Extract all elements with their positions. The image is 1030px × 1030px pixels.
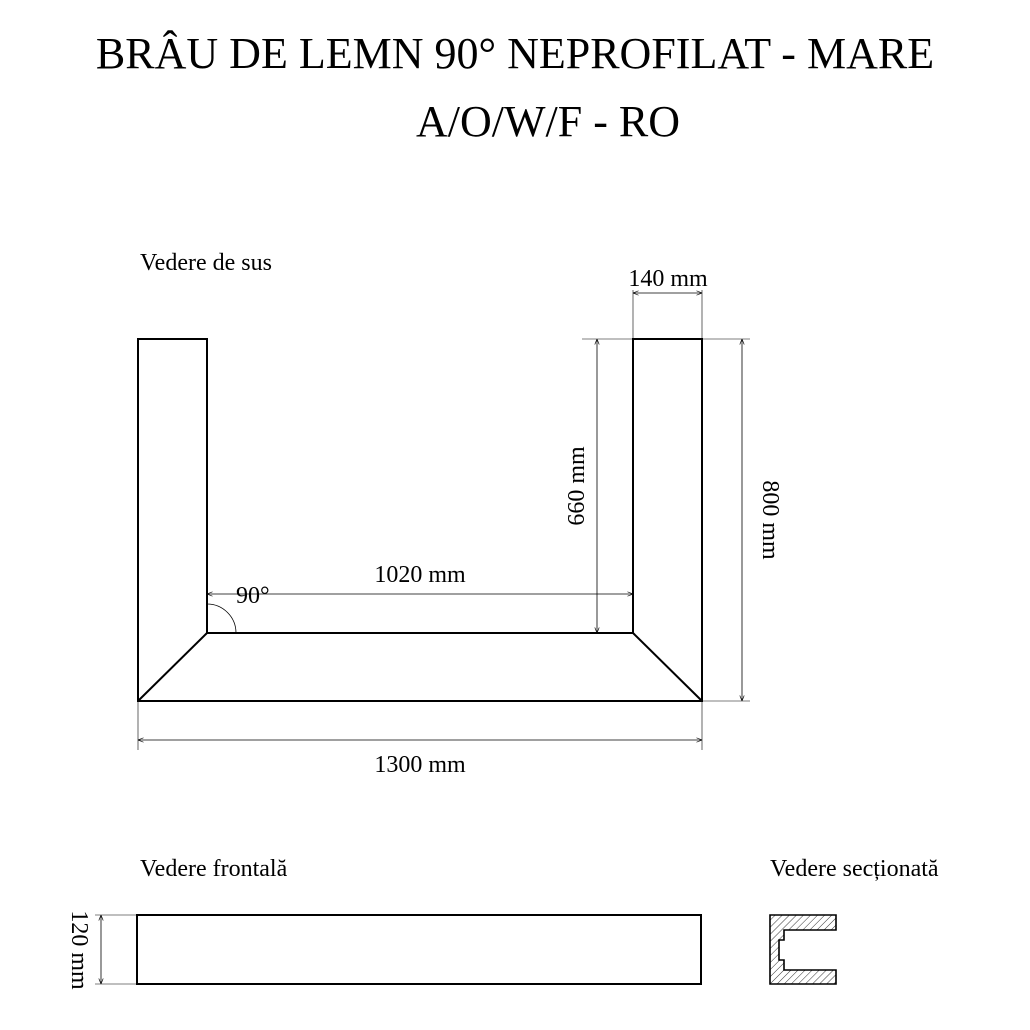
mitre-line-left bbox=[138, 633, 207, 701]
front-view-label: Vedere frontală bbox=[140, 856, 288, 882]
front-view-rect bbox=[137, 915, 701, 984]
dimension-1300-text: 1300 mm bbox=[374, 752, 466, 778]
angle-arc bbox=[207, 604, 236, 633]
dimension-800-text: 800 mm bbox=[757, 480, 783, 560]
title-line-1: BRÂU DE LEMN 90° NEPROFILAT - MARE bbox=[95, 29, 935, 78]
dimension-120 bbox=[95, 915, 137, 984]
top-view-label: Vedere de sus bbox=[140, 250, 272, 276]
dimension-1020-text: 1020 mm bbox=[374, 562, 466, 588]
dimension-660-text: 660 mm bbox=[564, 446, 590, 526]
dimension-1300 bbox=[138, 701, 702, 750]
u-frame-outline bbox=[138, 339, 702, 701]
section-view-drawing bbox=[770, 915, 836, 984]
dimension-800 bbox=[702, 339, 750, 701]
angle-text: 90° bbox=[236, 583, 270, 609]
top-view-drawing bbox=[138, 339, 702, 701]
dimension-140 bbox=[633, 290, 702, 339]
mitre-line-right bbox=[633, 633, 702, 701]
dimension-140-text: 140 mm bbox=[628, 266, 708, 292]
title-line-2: A/O/W/F - RO bbox=[416, 97, 680, 146]
section-profile bbox=[770, 915, 836, 984]
dimension-120-text: 120 mm bbox=[66, 910, 92, 990]
section-view-label: Vedere secționată bbox=[770, 856, 939, 882]
